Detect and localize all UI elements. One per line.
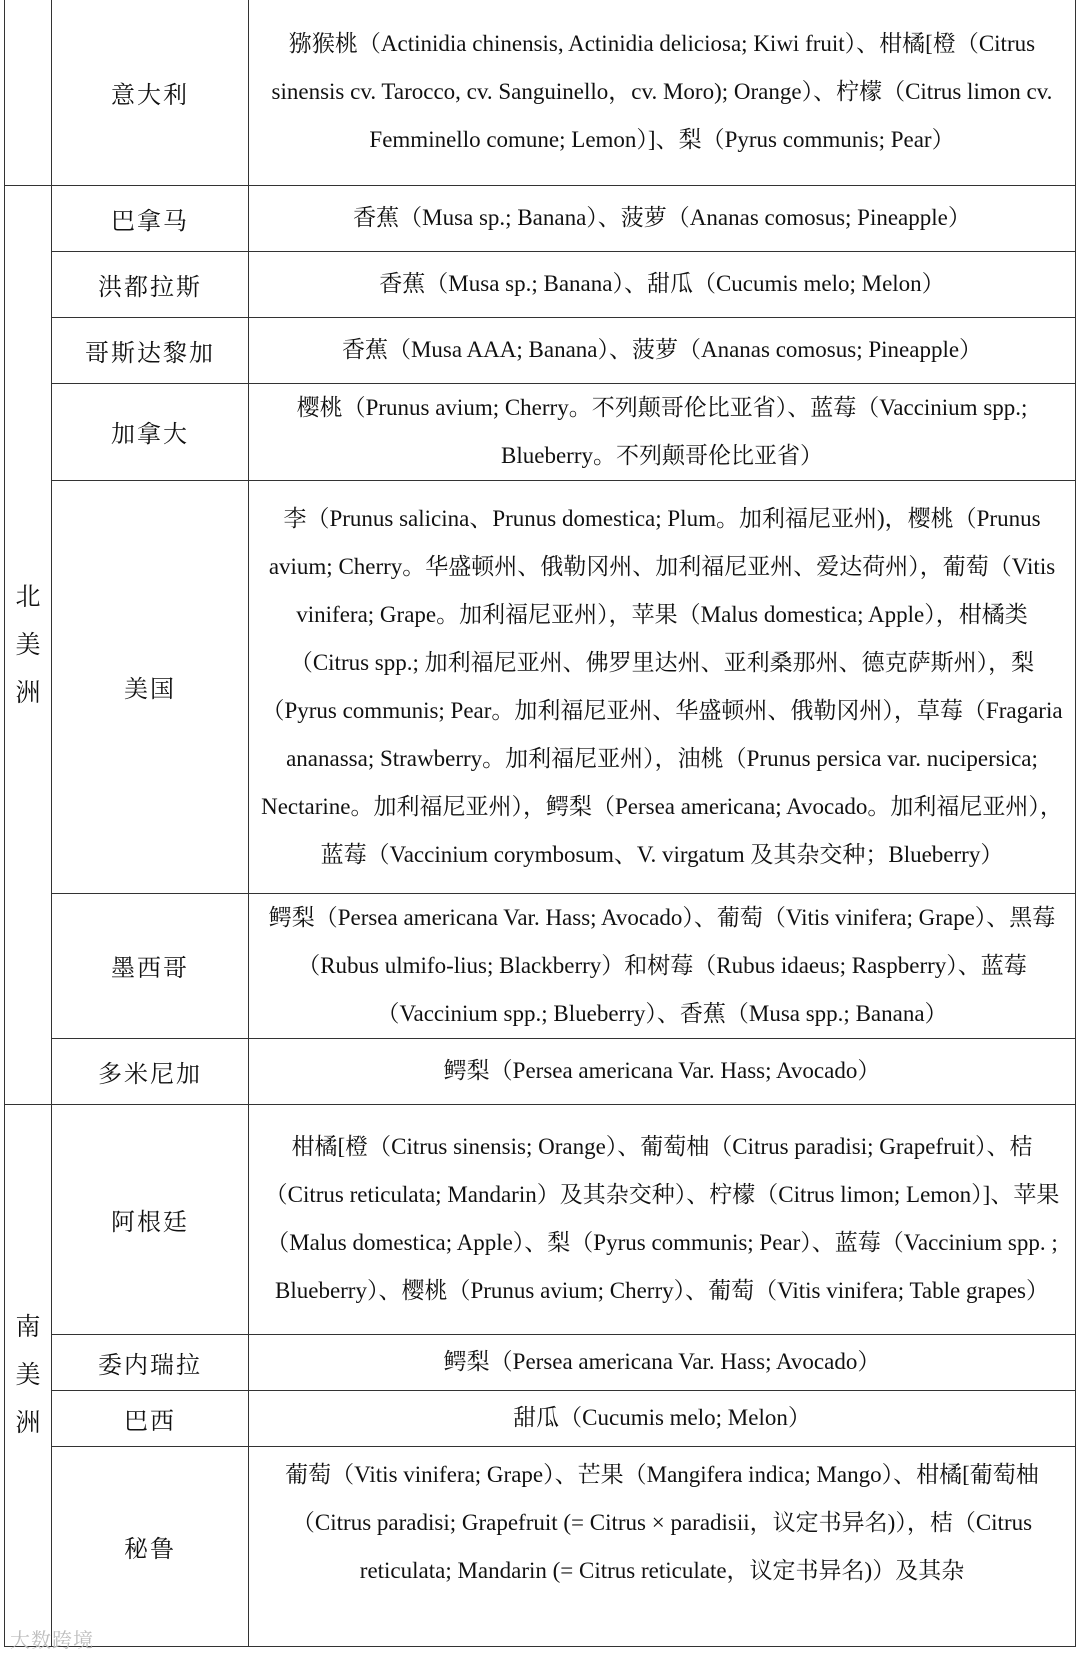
country-cell: 阿根廷	[52, 1104, 249, 1334]
region-label: 南美洲	[15, 1312, 41, 1437]
region-cell-north-america	[5, 185, 52, 1104]
country-cell: 秘鲁	[52, 1446, 249, 1646]
region-cell-south-america	[5, 1104, 52, 1646]
table-row	[5, 185, 1076, 251]
table-row	[5, 251, 1076, 317]
fruit-cell: 葡萄（Vitis vinifera; Grape）、芒果（Mangifera indica; Mango）、柑橘[葡萄柚（Citrus paradisi; Grapefruit (= Citrus × paradisii，议定书异名)），桔（Citrus reticulata; Mandarin (= Citrus reticulate，议定书异名)）及其杂	[249, 1446, 1076, 1646]
table-row	[5, 317, 1076, 383]
country-cell: 洪都拉斯	[52, 251, 249, 317]
fruit-cell: 柑橘[橙（Citrus sinensis; Orange）、葡萄柚（Citrus paradisi; Grapefruit）、桔（Citrus reticulata; Mandarin）及其杂交种）、柠檬（Citrus limon; Lemon）]、苹果（Malus domestica; Apple）、梨（Pyrus communis; Pear）、蓝莓（Vaccinium spp. ; Blueberry）、樱桃（Prunus avium; Cherry）、葡萄（Vitis vinifera; Table grapes）	[249, 1104, 1076, 1334]
table-row	[5, 1446, 1076, 1646]
fruit-table	[4, 0, 1076, 1647]
country-cell: 哥斯达黎加	[52, 317, 249, 383]
fruit-cell: 甜瓜（Cucumis melo; Melon）	[249, 1390, 1076, 1446]
country-cell: 委内瑞拉	[52, 1334, 249, 1390]
fruit-cell: 香蕉（Musa sp.; Banana）、甜瓜（Cucumis melo; Melon）	[249, 251, 1076, 317]
country-cell: 巴拿马	[52, 185, 249, 251]
country-cell: 墨西哥	[52, 893, 249, 1038]
fruit-cell: 香蕉（Musa AAA; Banana）、菠萝（Ananas comosus; Pineapple）	[249, 317, 1076, 383]
table-row	[5, 1038, 1076, 1104]
country-cell: 美国	[52, 480, 249, 893]
country-cell: 意大利	[52, 0, 249, 185]
table-row	[5, 1390, 1076, 1446]
region-label: 北美洲	[15, 581, 41, 707]
fruit-cell: 猕猴桃（Actinidia chinensis, Actinidia deliciosa; Kiwi fruit）、柑橘[橙（Citrus sinensis cv. Tarocco, cv. Sanguinello，cv. Moro); Orange）、柠檬（Citrus limon cv. Femminello comune; Lemon）]、梨（Pyrus communis; Pear）	[249, 0, 1076, 185]
fruit-cell: 鳄梨（Persea americana Var. Hass; Avocado）	[249, 1038, 1076, 1104]
table-row	[5, 1104, 1076, 1334]
country-cell: 巴西	[52, 1390, 249, 1446]
fruit-cell: 樱桃（Prunus avium; Cherry。不列颠哥伦比亚省）、蓝莓（Vaccinium spp.; Blueberry。不列颠哥伦比亚省）	[249, 383, 1076, 480]
watermark: 大数跨境	[10, 1628, 94, 1652]
country-cell: 加拿大	[52, 383, 249, 480]
fruit-cell: 李（Prunus salicina、Prunus domestica; Plum。加利福尼亚州)，樱桃（Prunus avium; Cherry。华盛顿州、俄勒冈州、加利福尼亚州、爱达荷州），葡萄（Vitis vinifera; Grape。加利福尼亚州），苹果（Malus domestica; Apple），柑橘类（Citrus spp.; 加利福尼亚州、佛罗里达州、亚利桑那州、德克萨斯州），梨（Pyrus communis; Pear。加利福尼亚州、华盛顿州、俄勒冈州），草莓（Fragaria ananassa; Strawberry。加利福尼亚州），油桃（Prunus persica var. nucipersica; Nectarine。加利福尼亚州），鳄梨（Persea americana; Avocado。加利福尼亚州），蓝莓（Vaccinium corymbosum、V. virgatum 及其杂交种；Blueberry）	[249, 480, 1076, 893]
table-row	[5, 0, 1076, 185]
table-row	[5, 893, 1076, 1038]
fruit-cell: 鳄梨（Persea americana Var. Hass; Avocado）、葡萄（Vitis vinifera; Grape）、黑莓（Rubus ulmifo-lius; Blackberry）和树莓（Rubus idaeus; Raspberry）、蓝莓（Vaccinium spp.; Blueberry）、香蕉（Musa spp.; Banana）	[249, 893, 1076, 1038]
table-row	[5, 383, 1076, 480]
fruit-cell: 鳄梨（Persea americana Var. Hass; Avocado）	[249, 1334, 1076, 1390]
region-cell	[5, 0, 52, 185]
fruit-cell: 香蕉（Musa sp.; Banana）、菠萝（Ananas comosus; Pineapple）	[249, 185, 1076, 251]
country-cell: 多米尼加	[52, 1038, 249, 1104]
table-row	[5, 1334, 1076, 1390]
table-row	[5, 480, 1076, 893]
